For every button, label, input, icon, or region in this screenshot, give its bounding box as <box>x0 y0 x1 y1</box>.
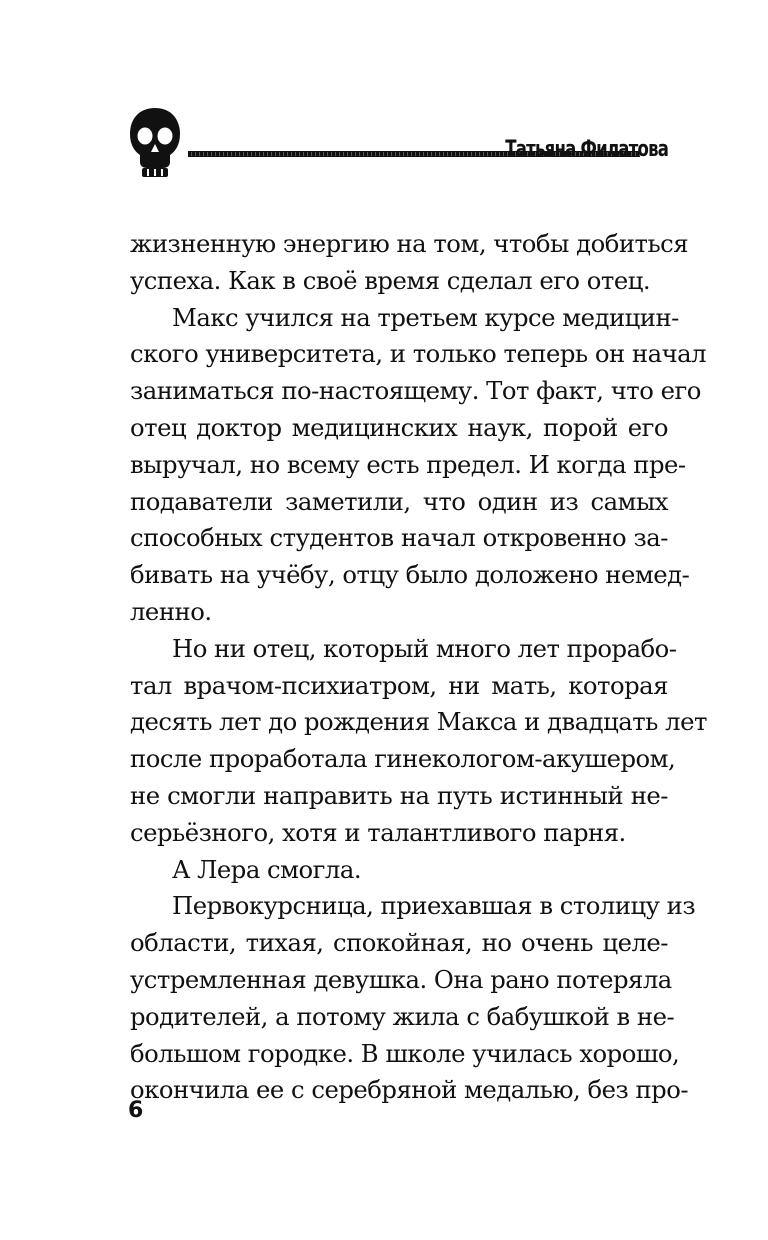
paragraph <box>130 631 707 852</box>
text-line: большом городке. В школе училась хорошо, <box>130 1038 680 1068</box>
text-line: ленно. <box>130 596 212 626</box>
text-line: бивать на учёбу, отцу было доложено немед- <box>130 560 690 590</box>
text-line: после проработала гинекологом-акушером, <box>130 744 676 774</box>
paragraph <box>130 888 696 1109</box>
text-line: не смогли направить на путь истинный не- <box>130 780 668 810</box>
text-line: тал врачом-психиатром, ни мать, которая <box>130 670 668 700</box>
page-number: 6 <box>128 1098 144 1123</box>
author-name: Татьяна Филатова <box>505 137 668 162</box>
text-line: А Лера смогла. <box>172 854 362 884</box>
skull-icon <box>128 106 182 178</box>
text-line: Но ни отец, который много лет прорабо- <box>172 633 677 663</box>
text-line: заниматься по-настоящему. Тот факт, что его <box>130 376 701 406</box>
paragraph <box>130 852 668 889</box>
text-line: успеха. Как в своё время сделал его отец. <box>130 265 651 295</box>
text-line: Первокурсница, приехавшая в столицу из <box>172 891 696 921</box>
running-header <box>128 104 668 182</box>
text-line: десять лет до рождения Макса и двадцать лет <box>130 707 707 737</box>
text-line: подаватели заметили, что один из самых <box>130 486 668 516</box>
text-line: ского университета, и только теперь он начал <box>130 339 707 369</box>
text-line: области, тихая, спокойная, но очень целе- <box>130 928 668 958</box>
text-line: жизненную энергию на том, чтобы добиться <box>130 229 689 258</box>
text-line: отец доктор медицинских наук, порой его <box>130 412 668 442</box>
text-line: окончила ее с серебряной медалью, без про- <box>130 1075 689 1105</box>
body-text <box>130 226 707 1109</box>
paragraph <box>130 300 707 631</box>
text-line: серьёзного, хотя и талантливого парня. <box>130 817 626 847</box>
text-line: родителей, а потому жила с бабушкой в не- <box>130 1001 675 1031</box>
text-line: способных студентов начал откровенно за- <box>130 523 668 553</box>
text-line: устремленная девушка. Она рано потеряла <box>130 964 672 994</box>
paragraph <box>130 226 689 300</box>
text-line: Макс учился на третьем курсе медицин- <box>172 302 679 332</box>
text-line: выручал, но всему есть предел. И когда пре- <box>130 449 686 479</box>
